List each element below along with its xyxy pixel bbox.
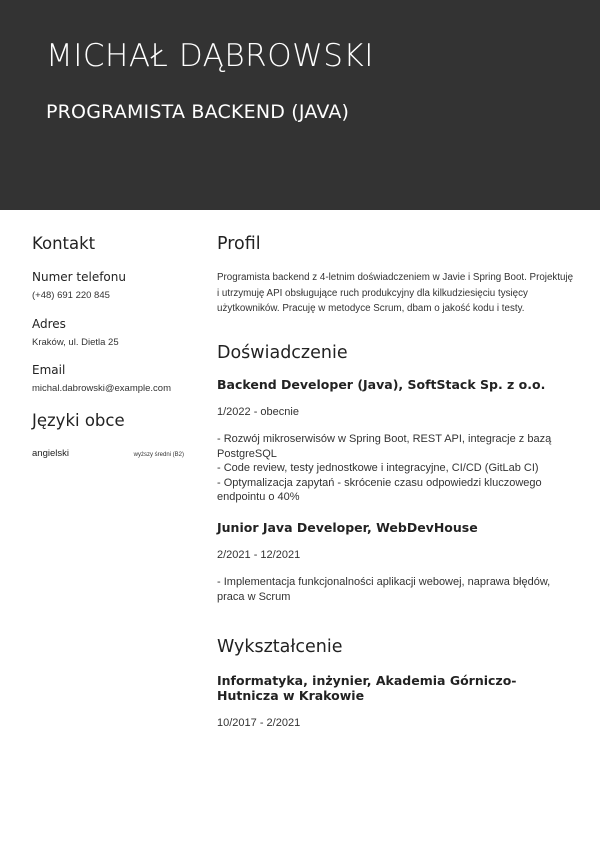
address-block — [32, 317, 119, 348]
languages-heading: Języki obce — [32, 411, 125, 430]
address-value: Kraków, ul. Dietla 25 — [32, 337, 119, 348]
education-entry-title: Informatyka, inżynier, Akademia Górniczo-Hutnicza w Krakowie — [217, 673, 517, 703]
email-label: Email — [32, 363, 66, 377]
job-entry-dates: 1/2022 - obecnie — [217, 406, 299, 418]
phone-label: Numer telefonu — [32, 270, 126, 284]
education-entry — [217, 673, 547, 729]
job-desc-line: - Rozwój mikroserwisów w Spring Boot, REST API, integracje z bazą PostgreSQL — [217, 433, 552, 460]
language-name: angielski — [32, 448, 69, 459]
job-title-headline: PROGRAMISTA BACKEND (JAVA) — [46, 101, 350, 123]
education-entry-dates: 10/2017 - 2/2021 — [217, 717, 301, 729]
candidate-name: MICHAŁ DĄBROWSKI — [46, 38, 374, 74]
phone-value: (+48) 691 220 845 — [32, 290, 110, 301]
cv-header — [0, 0, 600, 210]
language-item — [32, 448, 184, 459]
language-level: wyższy średni (B2) — [133, 452, 184, 458]
job-entry-dates: 2/2021 - 12/2021 — [217, 549, 301, 561]
email-block — [32, 363, 171, 394]
education-heading: Wykształcenie — [217, 637, 343, 657]
job-entry-title: Backend Developer (Java), SoftStack Sp. z o.o. — [217, 377, 546, 392]
phone-block — [32, 270, 126, 301]
profile-text: Programista backend z 4-letnim doświadczeniem w Javie i Spring Boot. Projektuję i utrzymuję API obsługujące ruch produkcyjny dla kilkudziesięciu tysięcy użytkowników. Pracuję w metodyce Scrum, dbam o jakość kodu i testy. — [217, 272, 574, 314]
job-entry-description — [217, 432, 562, 505]
job-desc-line: - Optymalizacja zapytań - skrócenie czasu odpowiedzi kluczowego endpointu o 40% — [217, 476, 542, 503]
job-entry-description — [217, 575, 562, 604]
email-value: michal.dabrowski@example.com — [32, 383, 171, 394]
job-desc-line: - Implementacja funkcjonalności aplikacji webowej, naprawa błędów, praca w Scrum — [217, 576, 551, 603]
job-entry-title: Junior Java Developer, WebDevHouse — [217, 520, 478, 535]
job-desc-line: - Code review, testy jednostkowe i integracyjne, CI/CD (GitLab CI) — [217, 462, 539, 474]
contact-heading: Kontakt — [32, 234, 96, 253]
job-entry — [217, 377, 577, 505]
profile-heading: Profil — [217, 234, 261, 254]
job-entry — [217, 520, 577, 604]
experience-heading: Doświadczenie — [217, 343, 348, 363]
address-label: Adres — [32, 317, 66, 331]
